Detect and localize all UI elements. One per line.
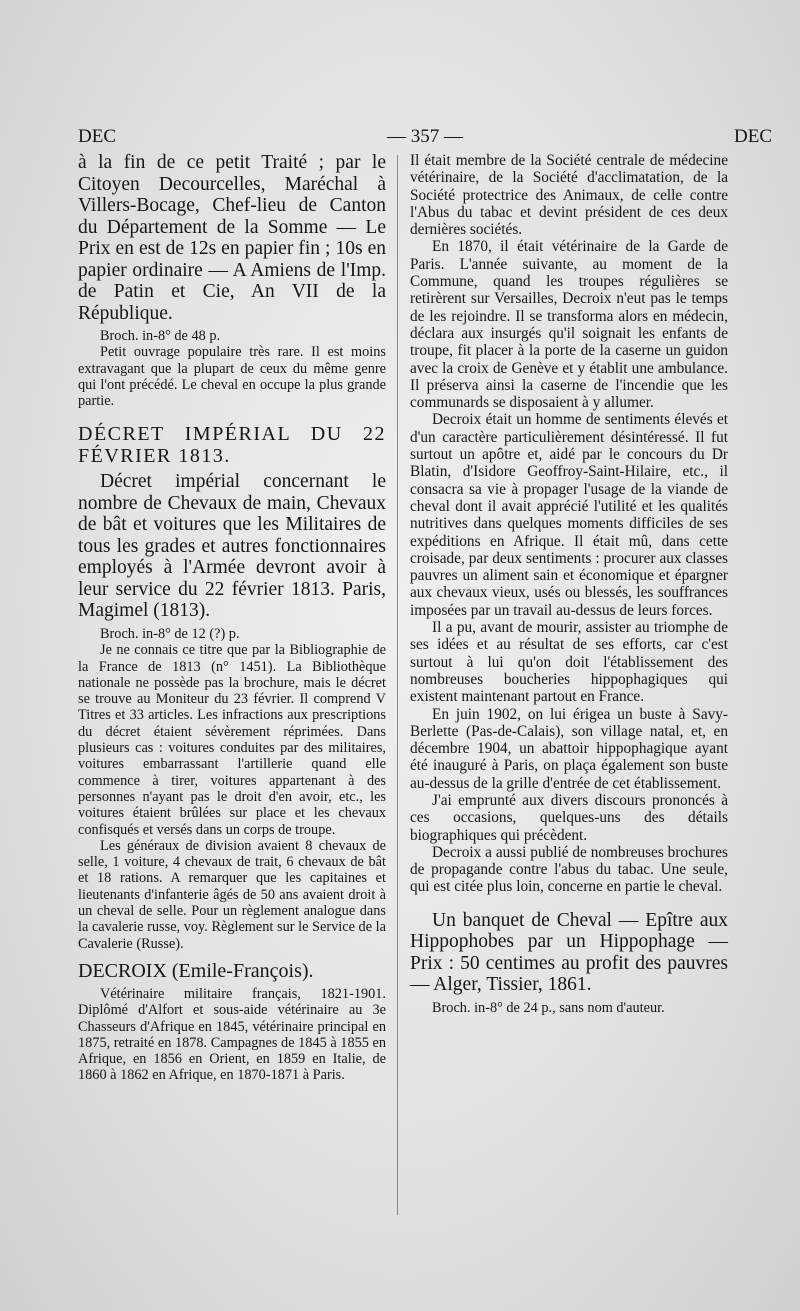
commentary: Petit ouvrage populaire très rare. Il est moins extravagant que la plupart de ceux du même genre qui l'ont précédé. Le cheval en occupe la plus grande partie. [78, 344, 386, 410]
title-continuation: à la fin de ce petit Traité ; par le Citoyen Decourcelles, Maréchal à Villers-Bocage, Chef-lieu de Canton du Département de la Somme — Le Prix en est de 12s en papier fin ; 10s en papier ordinaire — A Amiens de l'Imp. de Patin et Cie, An VII de la République. [78, 152, 386, 324]
biography: Decroix a aussi publié de nombreuses brochures de propagande contre l'abus du tabac. Une seule, qui est citée plus loin, concerne en partie le cheval. [410, 843, 728, 896]
entry-title-decret: Décret impérial concernant le nombre de Chevaux de main, Chevaux de bât et voitures que les Militaires de tous les grades et autres fonctionnaires employés à l'Armée devront avoir à leur service du 22 février 1813. Paris, Magimel (1813). [78, 471, 386, 622]
page-number: — 357 — [387, 126, 463, 147]
header-right-keyword: DEC [734, 126, 772, 147]
commentary: Je ne connais ce titre que par la Bibliographie de la France de 1813 (n° 1451). La Bibliothèque nationale ne possède pas la brochure, mais le décret se trouve au Moniteur du 23 février. Il comprend V Titres et 33 articles. Les infractions aux prescriptions du décret étaient sévèrement réprimées. Dans plusieurs cas : voitures conduites par des militaires, voitures embarrassant l'artillerie quand elle commence à tirer, voitures appartenant à des personnes n'ayant pas le droit d'en avoir, etc., les voitures étaient brûlées sur place et les chevaux confisqués et versés dans un corps de troupe. [78, 642, 386, 838]
column-divider [397, 155, 398, 1215]
biography: Vétérinaire militaire français, 1821-1901. Diplômé d'Alfort et sous-aide vétérinaire au 3e Chasseurs d'Afrique en 1845, vétérinaire principal en 1875, retraité en 1878. Campagnes de 1845 à 1855 en Afrique, en 1856 en Orient, en 1859 en Italie, de 1860 à 1862 en Afrique, en 1870-1871 à Paris. [78, 985, 386, 1084]
left-column [78, 152, 386, 1084]
entry-title-banquet: Un banquet de Cheval — Epître aux Hippophobes par un Hippophage — Prix : 50 centimes au profit des pauvres — Alger, Tissier, 1861. [410, 909, 728, 996]
format-note: Broch. in-8° de 12 (?) p. [100, 625, 240, 642]
format-note: Broch. in-8° de 24 p., sans nom d'auteur. [432, 999, 665, 1016]
commentary: Les généraux de division avaient 8 chevaux de selle, 1 voiture, 4 chevaux de trait, 6 chevaux de bât et 18 rations. A remarquer que les capitaines et lieutenants d'infanterie âgés de 50 ans avaient droit à un cheval de selle. Pour un règlement analogue dans la cavalerie russe, voy. Règlement sur le Service de la Cavalerie (Russe). [78, 837, 386, 952]
biography: Il était membre de la Société centrale de médecine vétérinaire, de la Société d'acclimatation, de la Société protectrice des Animaux, de celle contre l'Abus du tabac et devint président de ces deux dernières sociétés. [410, 152, 728, 239]
right-column [410, 152, 728, 1016]
biography: En juin 1902, on lui érigea un buste à Savy-Berlette (Pas-de-Calais), son village natal, et, en décembre 1904, un abattoir hippophagique ayant été inauguré à Paris, on plaça également son buste au-dessus de la grille d'entrée de cet établissement. [410, 705, 728, 792]
biography: Decroix était un homme de sentiments élevés et d'un caractère particulièrement désintéressé. Il fut surtout un apôtre et, aidé par le concours du Dr Blatin, d'Isidore Geoffroy-Saint-Hilaire, etc., il consacra sa vie à propager l'usage de la viande de cheval dont il avait apprécié l'utilité et les qualités nutritives dans quelques moments difficiles de ses expéditions en Afrique. Il était mû, dans cette croisade, par deux sentiments : procurer aux classes pauvres un aliment sain et économique et épargner aux chevaux vieux, usés ou blessés, les souffrances imposées par un travail au-dessus de leurs forces. [410, 411, 728, 619]
entry-heading-decret: DÉCRET IMPÉRIAL DU 22 FÉVRIER 1813. [78, 423, 386, 468]
biography: J'ai emprunté aux divers discours prononcés à ces occasions, quelques-uns des détails biographiques qui précèdent. [410, 791, 728, 844]
header-left-keyword: DEC [78, 126, 116, 147]
biography: Il a pu, avant de mourir, assister au triomphe de ses idées et au résultat de ses efforts, car c'est surtout à lui qu'on doit l'établissement des nombreuses boucheries hippophagiques qui existent maintenant partout en France. [410, 619, 728, 706]
format-note: Broch. in-8° de 48 p. [100, 328, 221, 344]
entry-heading-decroix: DECROIX (Emile-François). [78, 959, 314, 982]
biography: En 1870, il était vétérinaire de la Garde de Paris. L'année suivante, au moment de la Commune, quand les troupes régulières se retirèrent sur Versailles, Decroix n'eut pas le temps de les rejoindre. Il se transforma alors en médecin, déclara aux insurgés qu'il soignait les enfants de troupe, fit placer à la porte de la caserne un guidon avec la croix de Genève et y établit une ambulance. Il préserva ainsi la caserne de l'incendie que les communards se disposaient à y allumer. [410, 238, 728, 412]
